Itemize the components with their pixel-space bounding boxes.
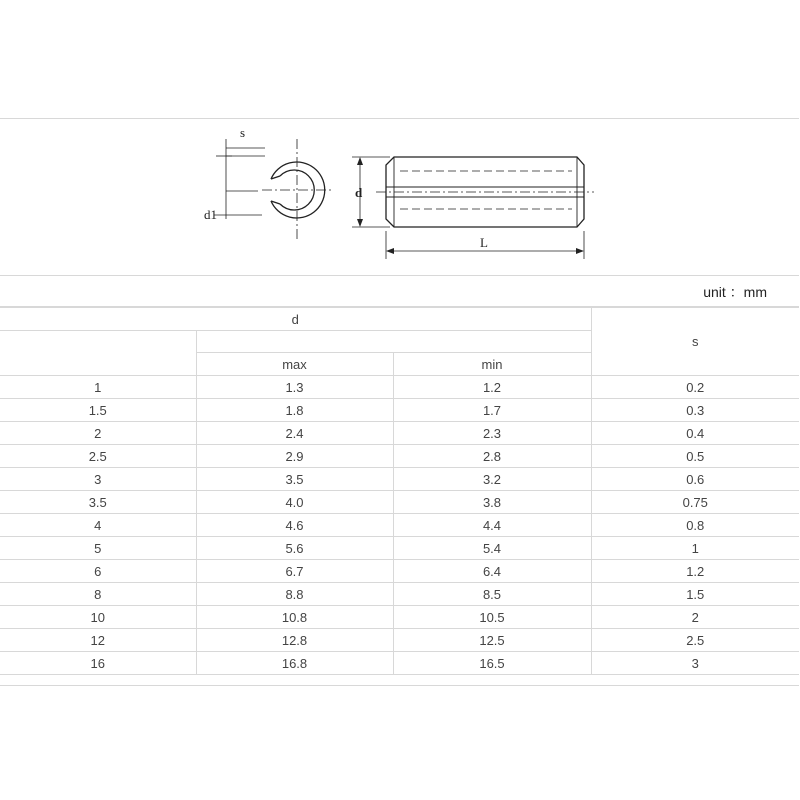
- header-max: max: [196, 353, 393, 376]
- label-s: s: [240, 125, 246, 140]
- cell-max: 1.3: [196, 376, 393, 399]
- cell-s: 1: [591, 537, 799, 560]
- unit-row: [0, 276, 799, 307]
- cell-max: 5.6: [196, 537, 393, 560]
- cell-size: 10: [0, 606, 196, 629]
- table-row: [0, 537, 799, 560]
- l-arrow-right: [576, 248, 584, 254]
- cell-size: 6: [0, 560, 196, 583]
- header-blank: [196, 331, 591, 353]
- cell-s: 0.6: [591, 468, 799, 491]
- spec-table-body: [0, 308, 799, 675]
- cell-s: 0.4: [591, 422, 799, 445]
- end-view: [214, 139, 334, 241]
- header-min: min: [393, 353, 591, 376]
- l-arrow-left: [386, 248, 394, 254]
- cell-max: 1.8: [196, 399, 393, 422]
- cell-size: 5: [0, 537, 196, 560]
- cell-max: 2.4: [196, 422, 393, 445]
- cell-s: 2: [591, 606, 799, 629]
- cell-max: 10.8: [196, 606, 393, 629]
- cell-s: 0.2: [591, 376, 799, 399]
- table-row: [0, 629, 799, 652]
- table-row: [0, 560, 799, 583]
- table-row: [0, 422, 799, 445]
- cell-size: 12: [0, 629, 196, 652]
- table-row: [0, 652, 799, 675]
- cell-min: 10.5: [393, 606, 591, 629]
- cell-max: 8.8: [196, 583, 393, 606]
- cell-s: 2.5: [591, 629, 799, 652]
- cell-s: 1.5: [591, 583, 799, 606]
- spec-table: [0, 307, 799, 675]
- header-d: d: [0, 308, 591, 331]
- cell-size: 2: [0, 422, 196, 445]
- cell-size: 8: [0, 583, 196, 606]
- cell-s: 0.8: [591, 514, 799, 537]
- header-size-blank: [0, 331, 196, 376]
- cell-size: 2.5: [0, 445, 196, 468]
- table-row: [0, 399, 799, 422]
- label-d: d: [355, 185, 363, 200]
- table-row: [0, 606, 799, 629]
- cell-max: 16.8: [196, 652, 393, 675]
- cell-min: 12.5: [393, 629, 591, 652]
- cell-s: 3: [591, 652, 799, 675]
- cell-size: 16: [0, 652, 196, 675]
- cell-max: 4.6: [196, 514, 393, 537]
- cell-size: 4: [0, 514, 196, 537]
- cell-s: 1.2: [591, 560, 799, 583]
- spring-pin-drawing: [0, 119, 799, 275]
- label-d1: d1: [204, 207, 217, 222]
- unit-label: unit ：mm: [703, 284, 767, 300]
- cell-min: 3.8: [393, 491, 591, 514]
- cell-min: 4.4: [393, 514, 591, 537]
- cell-min: 16.5: [393, 652, 591, 675]
- cell-min: 1.2: [393, 376, 591, 399]
- table-row: [0, 468, 799, 491]
- table-row: [0, 445, 799, 468]
- header-s: s: [591, 308, 799, 376]
- cell-size: 3.5: [0, 491, 196, 514]
- cell-size: 1.5: [0, 399, 196, 422]
- label-L: L: [480, 235, 488, 250]
- cell-s: 0.5: [591, 445, 799, 468]
- d-arrow-top: [357, 157, 363, 165]
- table-row: [0, 376, 799, 399]
- d-arrow-bottom: [357, 219, 363, 227]
- header-row-1: [0, 308, 799, 331]
- table-row: [0, 514, 799, 537]
- cell-max: 12.8: [196, 629, 393, 652]
- cell-min: 8.5: [393, 583, 591, 606]
- cell-min: 5.4: [393, 537, 591, 560]
- technical-drawing: [0, 119, 799, 276]
- cell-max: 2.9: [196, 445, 393, 468]
- cell-max: 6.7: [196, 560, 393, 583]
- table-row: [0, 491, 799, 514]
- cell-s: 0.75: [591, 491, 799, 514]
- cell-min: 1.7: [393, 399, 591, 422]
- cell-min: 3.2: [393, 468, 591, 491]
- cell-min: 2.8: [393, 445, 591, 468]
- spec-sheet: [0, 118, 799, 686]
- cell-max: 3.5: [196, 468, 393, 491]
- cell-size: 1: [0, 376, 196, 399]
- cell-min: 2.3: [393, 422, 591, 445]
- cell-min: 6.4: [393, 560, 591, 583]
- cell-s: 0.3: [591, 399, 799, 422]
- side-view: [352, 157, 594, 259]
- table-row: [0, 583, 799, 606]
- cell-max: 4.0: [196, 491, 393, 514]
- cell-size: 3: [0, 468, 196, 491]
